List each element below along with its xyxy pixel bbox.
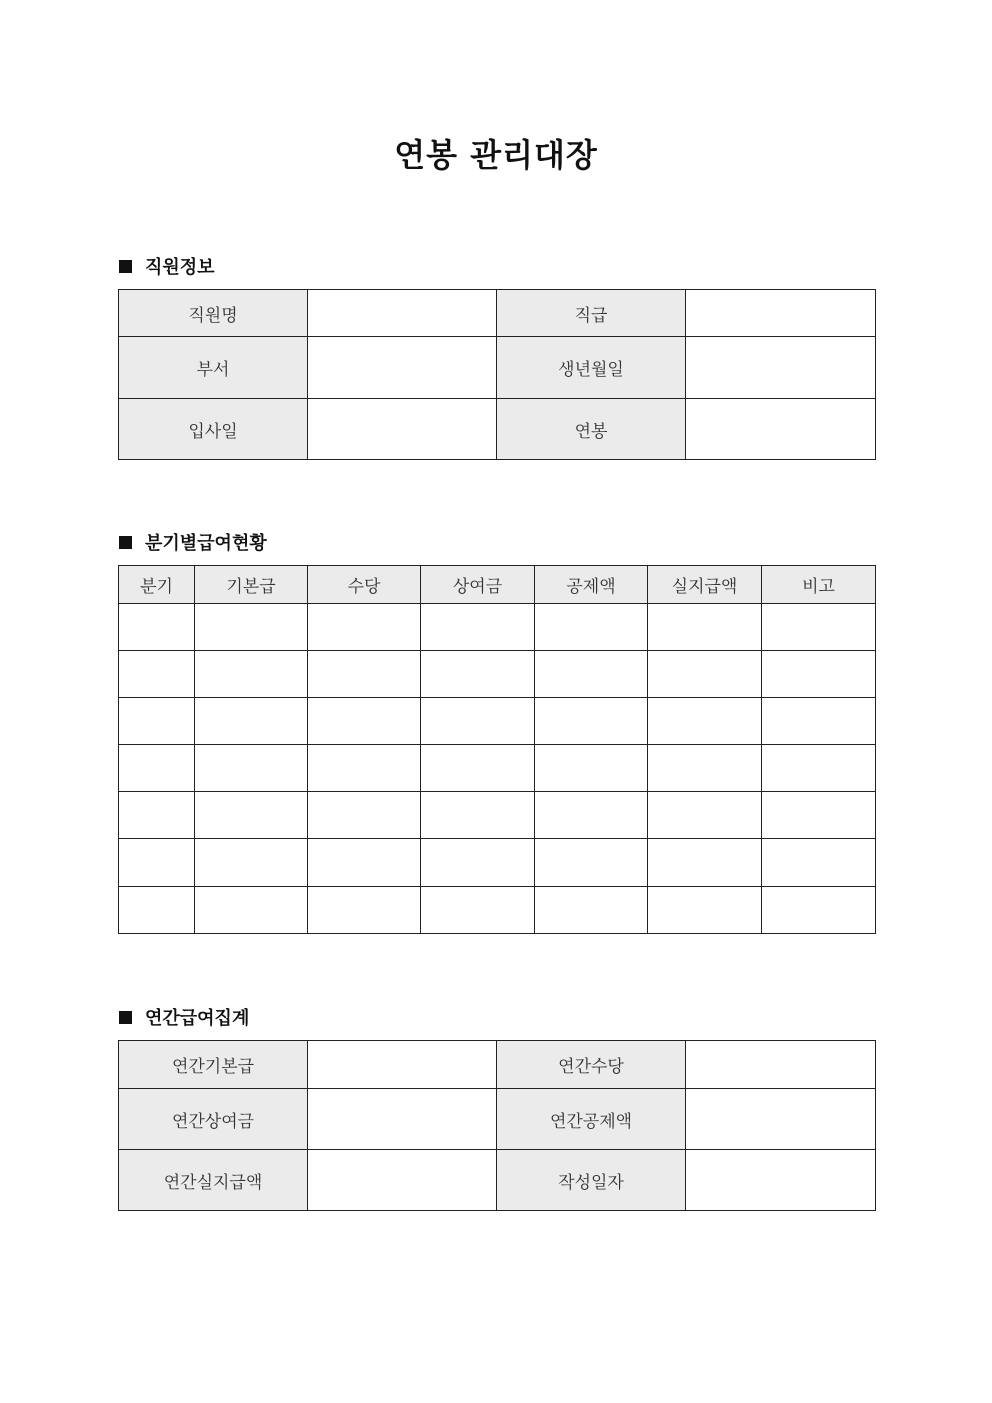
- table-cell[interactable]: [421, 839, 535, 887]
- table-cell[interactable]: [119, 698, 195, 745]
- table-cell[interactable]: [308, 887, 421, 934]
- table-cell[interactable]: [421, 604, 535, 651]
- hire-date-label: 입사일: [119, 399, 308, 460]
- column-header-quarter: 분기: [119, 566, 195, 604]
- table-cell[interactable]: [535, 792, 648, 839]
- annual-deduction-field[interactable]: [686, 1089, 876, 1150]
- date-written-field[interactable]: [686, 1150, 876, 1211]
- annual-bonus-field[interactable]: [308, 1089, 497, 1150]
- table-cell[interactable]: [195, 792, 308, 839]
- table-cell[interactable]: [535, 651, 648, 698]
- table-row: [119, 745, 876, 792]
- table-cell[interactable]: [648, 745, 762, 792]
- column-header-allowance: 수당: [308, 566, 421, 604]
- table-cell[interactable]: [421, 651, 535, 698]
- square-bullet-icon: [119, 1011, 132, 1024]
- birthdate-field[interactable]: [686, 337, 876, 399]
- table-cell[interactable]: [648, 887, 762, 934]
- annual-summary-table: [118, 1040, 876, 1211]
- table-cell[interactable]: [648, 792, 762, 839]
- table-row: [119, 792, 876, 839]
- employee-section-title: 직원정보: [145, 257, 215, 278]
- employee-info-table: [118, 289, 876, 460]
- table-cell[interactable]: [535, 745, 648, 792]
- table-cell[interactable]: [421, 745, 535, 792]
- birthdate-label: 생년월일: [497, 337, 686, 399]
- annual-section-heading: [119, 1004, 249, 1030]
- position-field[interactable]: [686, 290, 876, 337]
- annual-salary-label: 연봉: [497, 399, 686, 460]
- column-header-remarks: 비고: [762, 566, 876, 604]
- table-cell[interactable]: [421, 887, 535, 934]
- table-cell[interactable]: [195, 698, 308, 745]
- position-label: 직급: [497, 290, 686, 337]
- column-header-base-pay: 기본급: [195, 566, 308, 604]
- table-cell[interactable]: [762, 887, 876, 934]
- square-bullet-icon: [119, 260, 132, 273]
- table-cell[interactable]: [195, 604, 308, 651]
- table-cell[interactable]: [119, 604, 195, 651]
- annual-salary-field[interactable]: [686, 399, 876, 460]
- table-cell[interactable]: [119, 745, 195, 792]
- table-cell[interactable]: [308, 604, 421, 651]
- table-cell[interactable]: [535, 839, 648, 887]
- table-cell[interactable]: [119, 792, 195, 839]
- column-header-bonus: 상여금: [421, 566, 535, 604]
- table-cell[interactable]: [421, 792, 535, 839]
- annual-allowance-label: 연간수당: [497, 1041, 686, 1089]
- table-cell[interactable]: [119, 887, 195, 934]
- table-cell[interactable]: [762, 651, 876, 698]
- table-cell[interactable]: [535, 698, 648, 745]
- table-cell[interactable]: [648, 651, 762, 698]
- employee-row: [119, 290, 876, 337]
- table-row: [119, 651, 876, 698]
- table-cell[interactable]: [308, 745, 421, 792]
- table-cell[interactable]: [308, 651, 421, 698]
- table-cell[interactable]: [195, 651, 308, 698]
- square-bullet-icon: [119, 536, 132, 549]
- table-cell[interactable]: [762, 792, 876, 839]
- table-cell[interactable]: [195, 887, 308, 934]
- summary-row: [119, 1041, 876, 1089]
- table-cell[interactable]: [762, 745, 876, 792]
- table-cell[interactable]: [648, 698, 762, 745]
- summary-row: [119, 1150, 876, 1211]
- employee-row: [119, 399, 876, 460]
- table-cell[interactable]: [195, 745, 308, 792]
- employee-row: [119, 337, 876, 399]
- table-cell[interactable]: [762, 698, 876, 745]
- table-cell[interactable]: [648, 604, 762, 651]
- department-field[interactable]: [308, 337, 497, 399]
- table-cell[interactable]: [648, 839, 762, 887]
- table-cell[interactable]: [308, 792, 421, 839]
- table-header-row: [119, 566, 876, 604]
- table-cell[interactable]: [535, 887, 648, 934]
- quarterly-section-title: 분기별급여현황: [145, 533, 267, 554]
- annual-base-pay-label: 연간기본급: [119, 1041, 308, 1089]
- column-header-deduction: 공제액: [535, 566, 648, 604]
- table-cell[interactable]: [762, 604, 876, 651]
- annual-base-pay-field[interactable]: [308, 1041, 497, 1089]
- table-row: [119, 604, 876, 651]
- annual-deduction-label: 연간공제액: [497, 1089, 686, 1150]
- annual-section-title: 연간급여집계: [145, 1008, 250, 1029]
- table-row: [119, 698, 876, 745]
- annual-net-pay-label: 연간실지급액: [119, 1150, 308, 1211]
- table-row: [119, 887, 876, 934]
- table-cell[interactable]: [119, 839, 195, 887]
- table-cell[interactable]: [195, 839, 308, 887]
- page-title: 연봉 관리대장: [394, 136, 598, 174]
- column-header-net-pay: 실지급액: [648, 566, 762, 604]
- summary-row: [119, 1089, 876, 1150]
- quarterly-section-heading: [119, 529, 267, 555]
- employee-section-heading: [119, 253, 215, 279]
- quarterly-salary-table: [118, 565, 876, 934]
- table-cell[interactable]: [535, 604, 648, 651]
- date-written-label: 작성일자: [497, 1150, 686, 1211]
- table-row: [119, 839, 876, 887]
- table-cell[interactable]: [308, 698, 421, 745]
- annual-allowance-field[interactable]: [686, 1041, 876, 1089]
- table-cell[interactable]: [119, 651, 195, 698]
- table-cell[interactable]: [308, 839, 421, 887]
- employee-name-field[interactable]: [308, 290, 497, 337]
- department-label: 부서: [119, 337, 308, 399]
- hire-date-field[interactable]: [308, 399, 497, 460]
- employee-name-label: 직원명: [119, 290, 308, 337]
- table-cell[interactable]: [762, 839, 876, 887]
- annual-net-pay-field[interactable]: [308, 1150, 497, 1211]
- table-cell[interactable]: [421, 698, 535, 745]
- annual-bonus-label: 연간상여금: [119, 1089, 308, 1150]
